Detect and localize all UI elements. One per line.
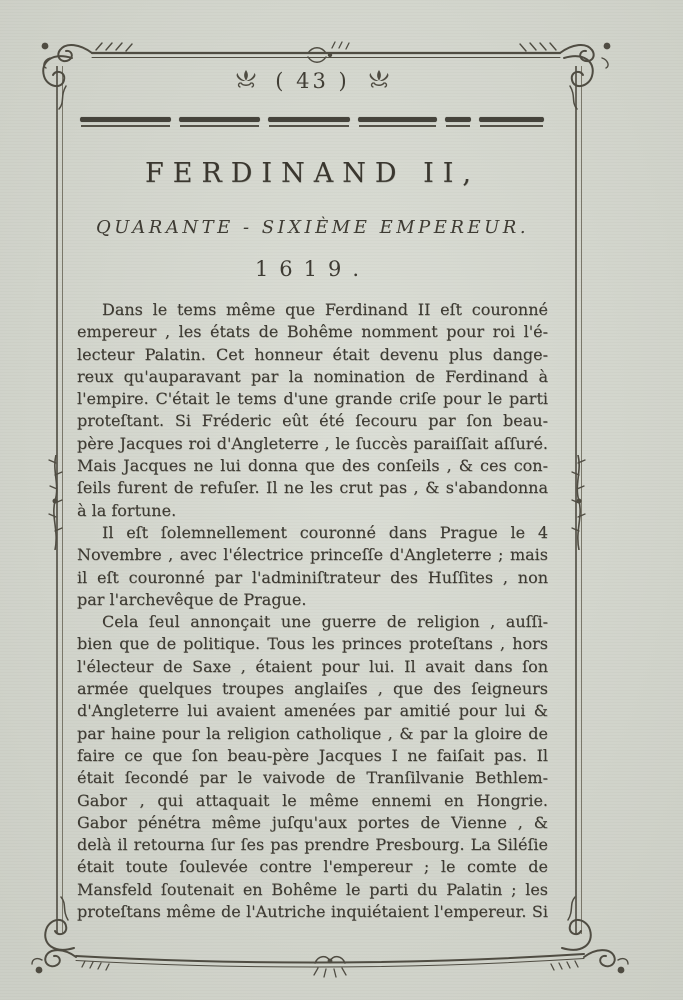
corner-flourish-icon: [550, 896, 596, 954]
text-line: l'empire. C'était le tems d'une grande criſe pour le parti: [77, 389, 548, 409]
chapter-title: FERDINAND II,: [145, 158, 480, 189]
page-number-row: [77, 68, 548, 94]
text-line: empereur , les états de Bohême nomment pour roi l'é-: [77, 322, 548, 342]
foliate-sprig-icon: [566, 455, 590, 550]
segmented-section-rule: [80, 117, 544, 129]
text-line: Gabor , qui attaquait le même ennemi en Hongrie.: [77, 790, 548, 810]
text-line: l'électeur de Saxe , étaient pour lui. Il avait dans ſon: [77, 656, 548, 676]
bottom-rule-ornament-icon: [30, 930, 630, 988]
text-line: faire ce que ſon beau-père Jacques I ne faiſait pas. Il: [77, 745, 548, 765]
text-line: reux qu'auparavant par la nomination de Ferdinand à: [77, 366, 548, 386]
text-line: d'Angleterre lui avaient amenées par amitié pour lui &: [77, 701, 548, 721]
text-line: était toute ſoulevée contre l'empereur ; le comte de: [77, 857, 548, 877]
text-line: Mais Jacques ne lui donna que des conſeils , & ces con-: [77, 456, 548, 476]
paragraph: [77, 611, 548, 923]
text-line: ſeils furent de refuſer. Il ne les crut pas , & s'abandonna: [77, 478, 548, 498]
text-line: Gabor pénétra même juſqu'aux portes de Vienne , &: [77, 812, 548, 832]
paragraph: [77, 299, 548, 522]
text-line: Cela ſeul annonçait une guerre de religion , auſſi-: [102, 612, 548, 632]
text-line: par haine pour la religion catholique , & par la gloire de: [77, 723, 548, 743]
text-line: Il eſt ſolemnellement couronné dans Prague le 4: [102, 522, 548, 542]
body-text: [77, 299, 548, 923]
rule-segment: [179, 117, 261, 129]
text-line: père Jacques roi d'Angleterre , le ſuccès paraiſſait aſſuré.: [77, 433, 548, 453]
text-line: bien que de politique. Tous les princes proteſtans , hors: [77, 634, 548, 654]
page-number: ( 43 ): [275, 69, 350, 93]
text-line: à la fortune.: [77, 500, 177, 520]
chapter-year: 1619.: [254, 257, 371, 281]
text-line: armée quelques troupes anglaiſes , que des ſeigneurs: [77, 679, 548, 699]
text-line: Dans le tems même que Ferdinand II eſt couronné: [102, 300, 548, 319]
text-line: était ſecondé par le vaivode de Tranſilvanie Bethlem-: [77, 768, 548, 788]
text-line: Novembre , avec l'électrice princeſſe d'Angleterre ; mais: [77, 545, 548, 565]
text-line: par l'archevêque de Prague.: [77, 589, 307, 609]
fleuron-icon: [367, 68, 391, 94]
rule-segment: [80, 117, 171, 129]
foliate-sprig-icon: [44, 455, 68, 550]
text-line: proteſtant. Si Fréderic eût été ſecouru par ſon beau-: [77, 411, 548, 431]
text-line: delà il retourna ſur ſes pas prendre Presbourg. La Siléſie: [77, 835, 548, 855]
top-rule-ornament-icon: [36, 36, 616, 72]
rule-segment: [445, 117, 472, 129]
paragraph: [77, 522, 548, 611]
chapter-subtitle: QUARANTE - SIXIÈME EMPEREUR.: [95, 217, 530, 238]
rule-segment: [358, 117, 437, 129]
text-line: Mansfeld ſoutenait en Bohême le parti du Palatin ; les: [77, 879, 548, 899]
text-line: proteſtans même de l'Autriche inquiétaient l'empereur. Si: [77, 902, 548, 922]
fleuron-icon: [234, 68, 258, 94]
text-line: il eſt couronné par l'adminiſtrateur des Huſſites , non: [77, 567, 548, 587]
rule-segment: [268, 117, 350, 129]
rule-segment: [479, 117, 544, 129]
text-line: lecteur Palatin. Cet honneur était devenu plus dange-: [77, 344, 548, 364]
corner-flourish-icon: [552, 52, 598, 110]
